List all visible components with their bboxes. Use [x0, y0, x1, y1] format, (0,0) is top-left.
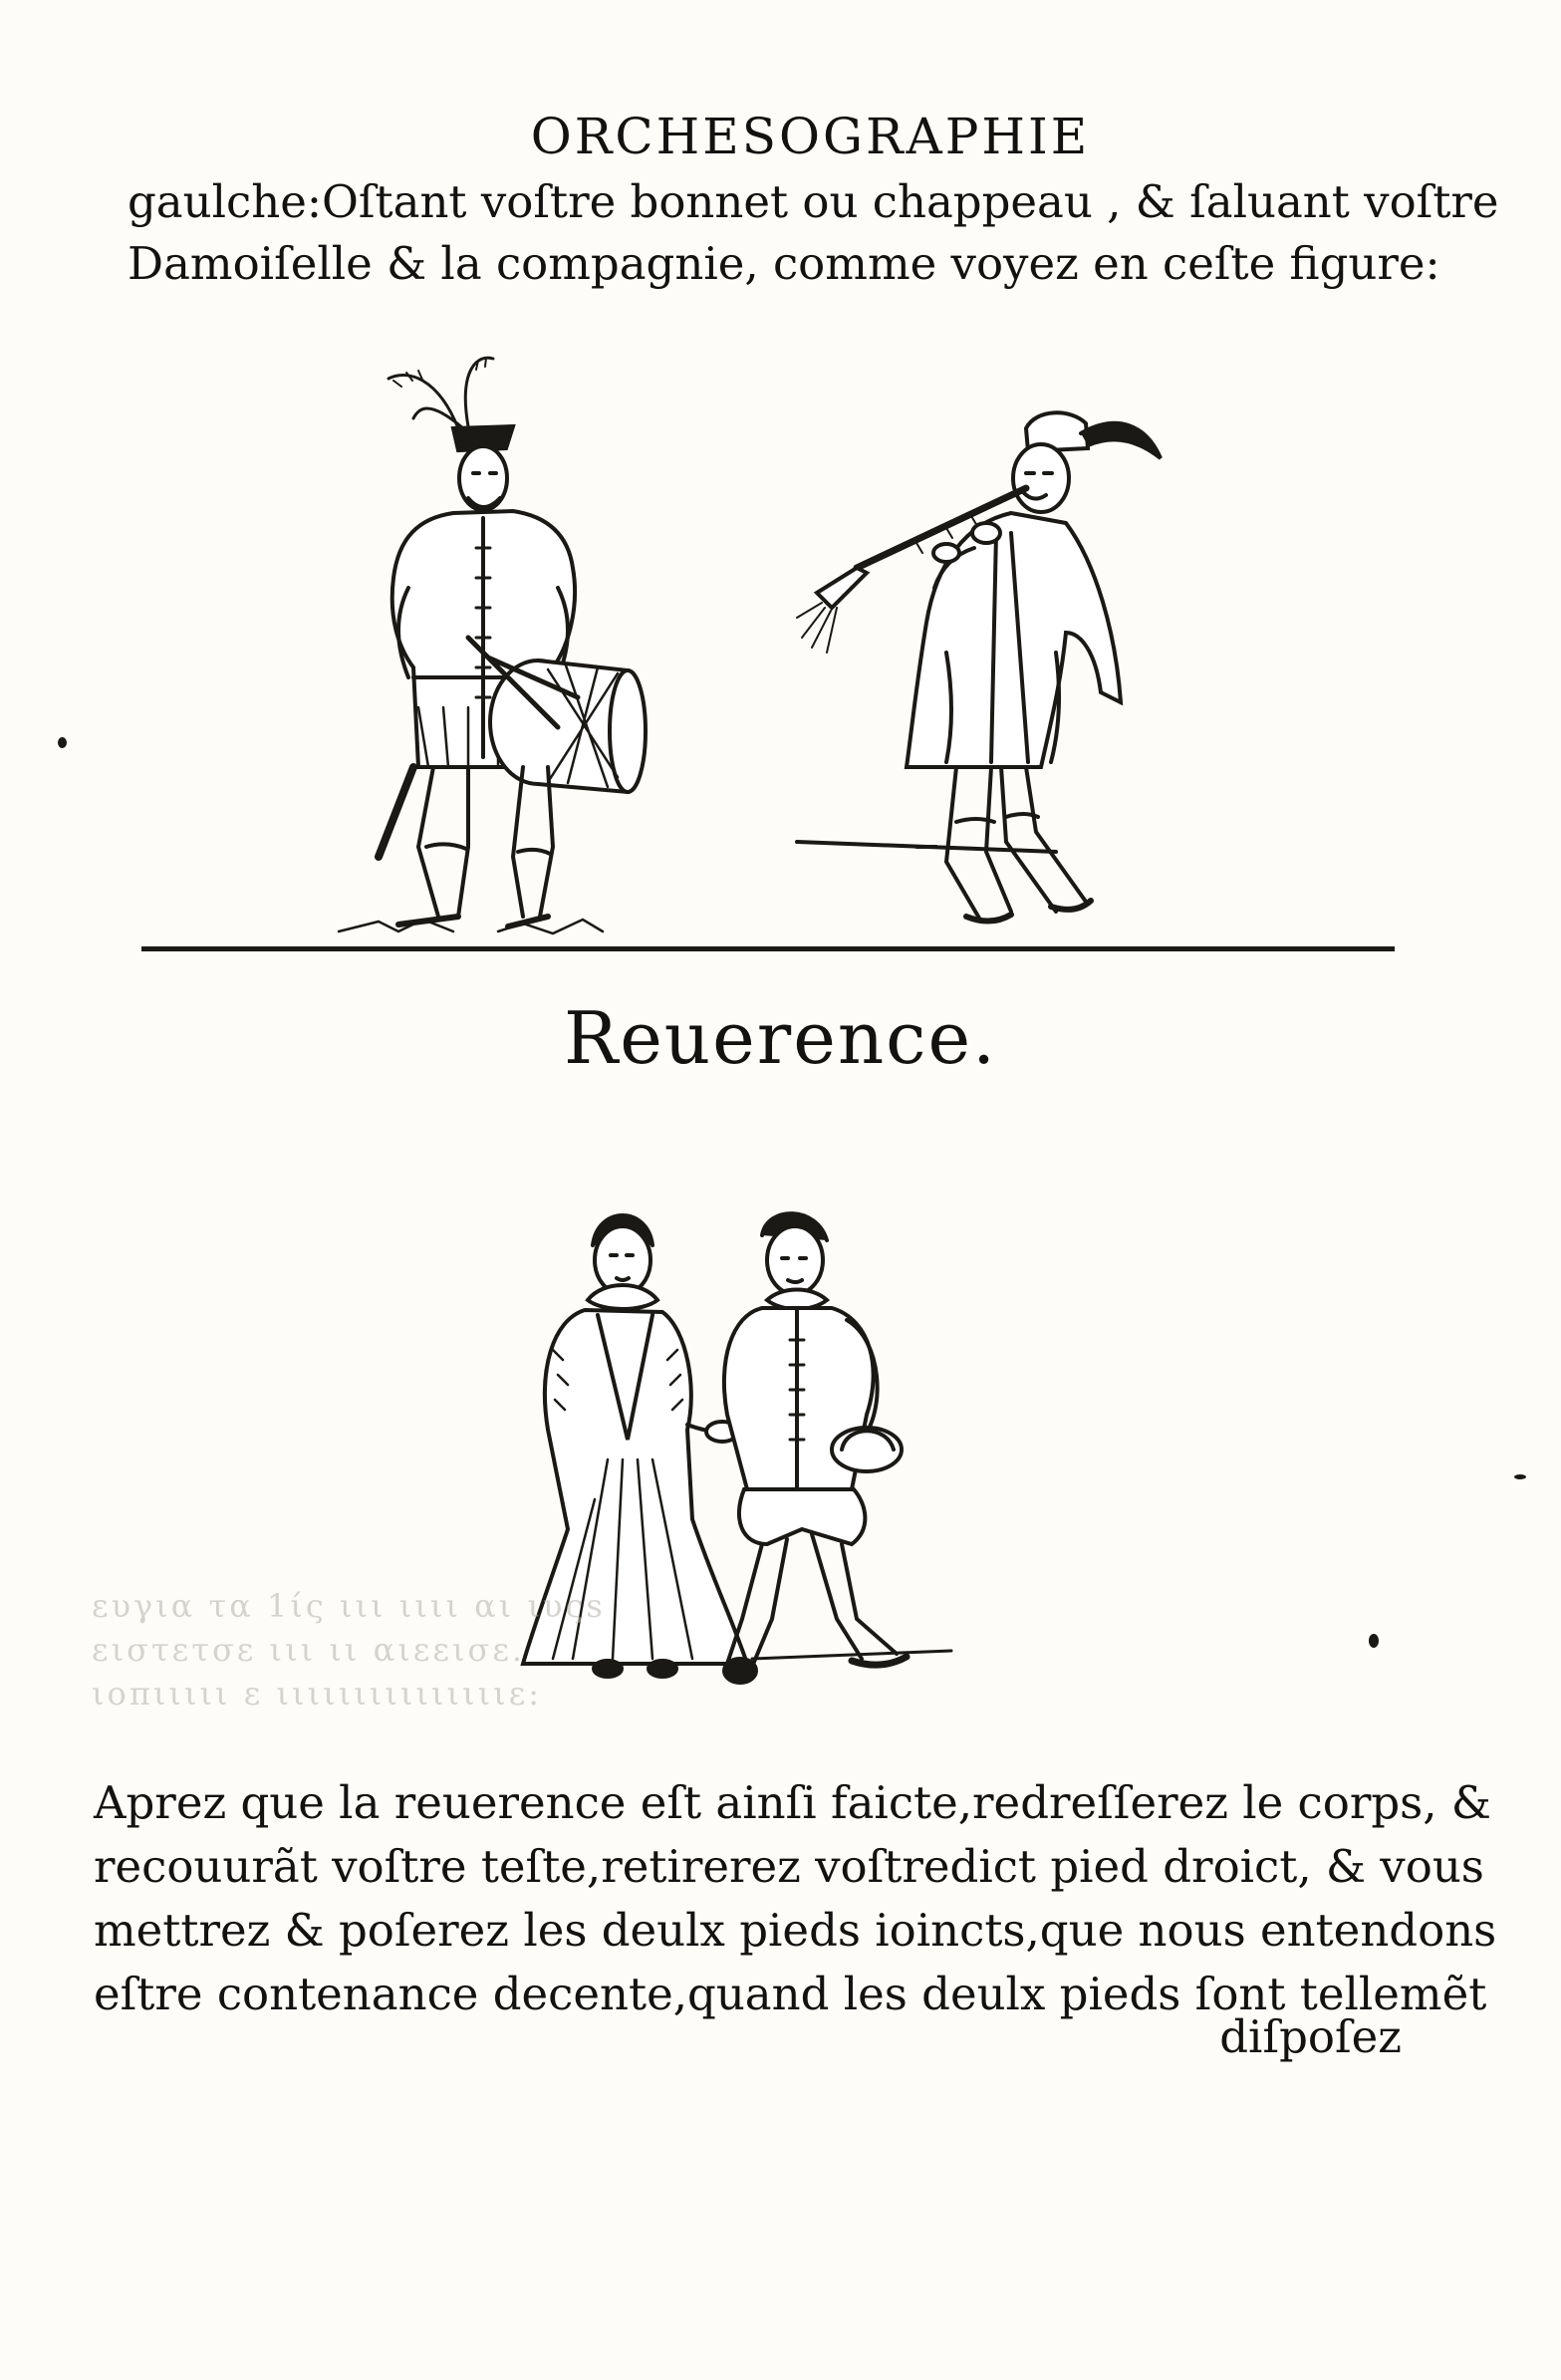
body-paragraph: [94, 1771, 1497, 2026]
ink-speck: [58, 737, 67, 748]
bleed-through-text: [92, 1584, 606, 1716]
drummer-woodcut: [319, 349, 657, 936]
bleed-through-line: ειστετσε ιιι ιι αιεεισε.: [92, 1631, 526, 1669]
text-line: recouurãt voſtre teſte,retirerez voſtredict pied droict, & vous: [94, 1840, 1484, 1893]
text-line: eſtre contenance decente,quand les deulx pieds ſont tellemẽt: [94, 1968, 1487, 2020]
bleed-through-line: ευγια τα 1ίς ιιι ιιιι αι ιυςs: [92, 1587, 606, 1625]
section-rule: [141, 946, 1395, 951]
text-line: mettrez & poſerez les deulx pieds ioincts,que nous entendons: [94, 1904, 1497, 1957]
ink-speck: [1514, 1474, 1526, 1479]
catchword: diſpoſez: [1219, 2010, 1402, 2063]
ink-speck: [1369, 1634, 1379, 1648]
section-heading: Reuerence.: [563, 996, 998, 1080]
running-title: ORCHESOGRAPHIE: [530, 108, 1091, 165]
fife-player-woodcut: [797, 403, 1175, 922]
text-line: Damoiſelle & la compagnie, comme voyez en ceſte figure:: [128, 237, 1440, 290]
text-line: gaulche:Oſtant voſtre bonnet ou chappeau , & ſaluant voſtre: [128, 175, 1499, 228]
top-paragraph: [128, 171, 1499, 295]
bleed-through-line: ιοπιιιιι ε ιιιιιιιιιιιιιιιε:: [92, 1675, 543, 1713]
text-line: Aprez que la reuerence eſt ainſi faicte,redreſſerez le corps, &: [94, 1776, 1491, 1829]
